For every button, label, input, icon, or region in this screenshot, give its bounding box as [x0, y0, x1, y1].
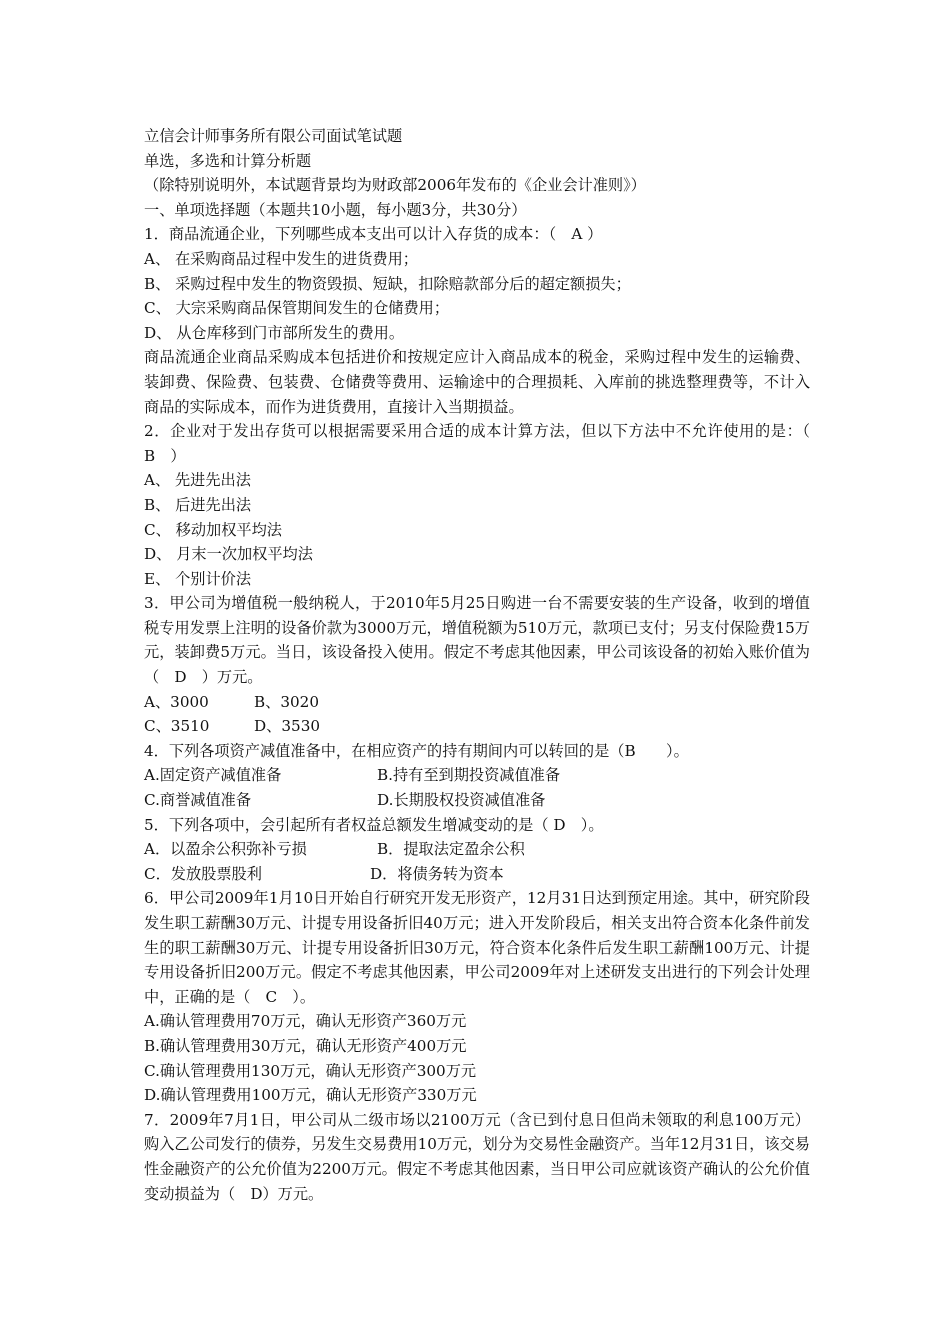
document-note: （除特别说明外，本试题背景均为财政部2006年发布的《企业会计准则》） — [144, 176, 646, 195]
question-5-option-d: D．将债务转为资本 — [370, 864, 504, 883]
question-6-option-d: D.确认管理费用100万元，确认无形资产330万元 — [144, 1086, 477, 1105]
document-subtitle: 单选，多选和计算分析题 — [144, 151, 312, 170]
document-title: 立信会计师事务所有限公司面试笔试题 — [144, 127, 403, 145]
question-1-option-a: A、 在采购商品过程中发生的进货费用； — [144, 249, 418, 268]
question-2-stem: 2．企业对于发出存货可以根据需要采用合适的成本计算方法，但以下方法中不允许使用的是：（ B ） — [144, 422, 826, 465]
question-6-option-b: B.确认管理费用30万元，确认无形资产400万元 — [144, 1036, 467, 1055]
question-4-stem: 4．下列各项资产减值准备中，在相应资产的持有期间内可以转回的是（B ）。 — [144, 741, 689, 760]
question-1-explanation: 商品流通企业商品采购成本包括进价和按规定应计入商品成本的税金，采购过程中发生的运输费、装卸费、保险费、包装费、仓储费等费用、运输途中的合理损耗、入库前的挑选整理费等，不计入商品的实际成本，而作为进货费用，直接计入当期损益。 — [144, 348, 810, 416]
question-1-option-c: C、 大宗采购商品保管期间发生的仓储费用； — [144, 299, 450, 318]
question-1-stem: 1．商品流通企业，下列哪些成本支出可以计入存货的成本：（ A ） — [144, 225, 603, 244]
question-2-option-b: B、 后进先出法 — [144, 495, 252, 514]
question-2-option-d: D、 月末一次加权平均法 — [144, 545, 313, 564]
question-2-option-e: E、 个别计价法 — [144, 569, 252, 588]
question-3-option-c: C、3510 — [144, 717, 210, 736]
question-4-options-row-1 — [144, 763, 810, 788]
section-heading: 一、单项选择题（本题共10小题，每小题3分，共30分） — [144, 200, 527, 219]
question-3-option-a: A、3000 — [144, 692, 209, 711]
question-5-options-row-1 — [144, 837, 810, 862]
question-3-option-d: D、3530 — [254, 717, 321, 736]
question-5-option-a: A．以盈余公积弥补亏损 — [144, 840, 307, 859]
question-2-option-a: A、 先进先出法 — [144, 471, 251, 490]
question-4-option-d: D.长期股权投资减值准备 — [377, 791, 546, 810]
question-7-stem: 7．2009年7月1日，甲公司从二级市场以2100万元（含已到付息日但尚未领取的利息100万元）购入乙公司发行的债券，另发生交易费用10万元，划分为交易性金融资产。当年12月31日，该交易性金融资产的公允价值为2200万元。假定不考虑其他因素，当日甲公司应就该资产确认的公允价值变动损益为（ D）万元。 — [144, 1110, 810, 1203]
question-1-option-d: D、 从仓库移到门市部所发生的费用。 — [144, 323, 405, 342]
question-3-options-row-1 — [144, 690, 810, 715]
question-4-option-a: A.固定资产减值准备 — [144, 766, 282, 785]
question-6-option-c: C.确认管理费用130万元，确认无形资产300万元 — [144, 1061, 477, 1080]
question-5-stem: 5．下列各项中，会引起所有者权益总额发生增减变动的是（ D ）。 — [144, 815, 604, 834]
question-4-option-c: C.商誉减值准备 — [144, 791, 252, 810]
question-3-option-b: B、3020 — [254, 692, 319, 711]
question-1-option-b: B、 采购过程中发生的物资毁损、短缺，扣除赔款部分后的超定额损失； — [144, 274, 631, 293]
question-5-option-b: B．提取法定盈余公积 — [377, 840, 525, 859]
question-5-option-c: C．发放股票股利 — [144, 864, 262, 883]
question-3-stem: 3．甲公司为增值税一般纳税人，于2010年5月25日购进一台不需要安装的生产设备，收到的增值税专用发票上注明的设备价款为3000万元，增值税额为510万元，款项已支付；另支付保险费15万元，装卸费5万元。当日，该设备投入使用。假定不考虑其他因素，甲公司该设备的初始入账价值为（ D ）万元。 — [144, 594, 810, 687]
question-5-options-row-2 — [144, 862, 810, 887]
question-6-stem: 6．甲公司2009年1月10日开始自行研究开发无形资产，12月31日达到预定用途。其中，研究阶段发生职工薪酬30万元、计提专用设备折旧40万元；进入开发阶段后，相关支出符合资本化条件前发生的职工薪酬30万元、计提专用设备折旧30万元，符合资本化条件后发生职工薪酬100万元、计提专用设备折旧200万元。假定不考虑其他因素，甲公司2009年对上述研发支出进行的下列会计处理中，正确的是（ C ）。 — [144, 889, 810, 1006]
question-6-option-a: A.确认管理费用70万元，确认无形资产360万元 — [144, 1012, 467, 1031]
question-3-options-row-2 — [144, 714, 810, 739]
question-4-option-b: B.持有至到期投资减值准备 — [377, 766, 561, 785]
question-4-options-row-2 — [144, 788, 810, 813]
question-2-option-c: C、 移动加权平均法 — [144, 520, 282, 539]
